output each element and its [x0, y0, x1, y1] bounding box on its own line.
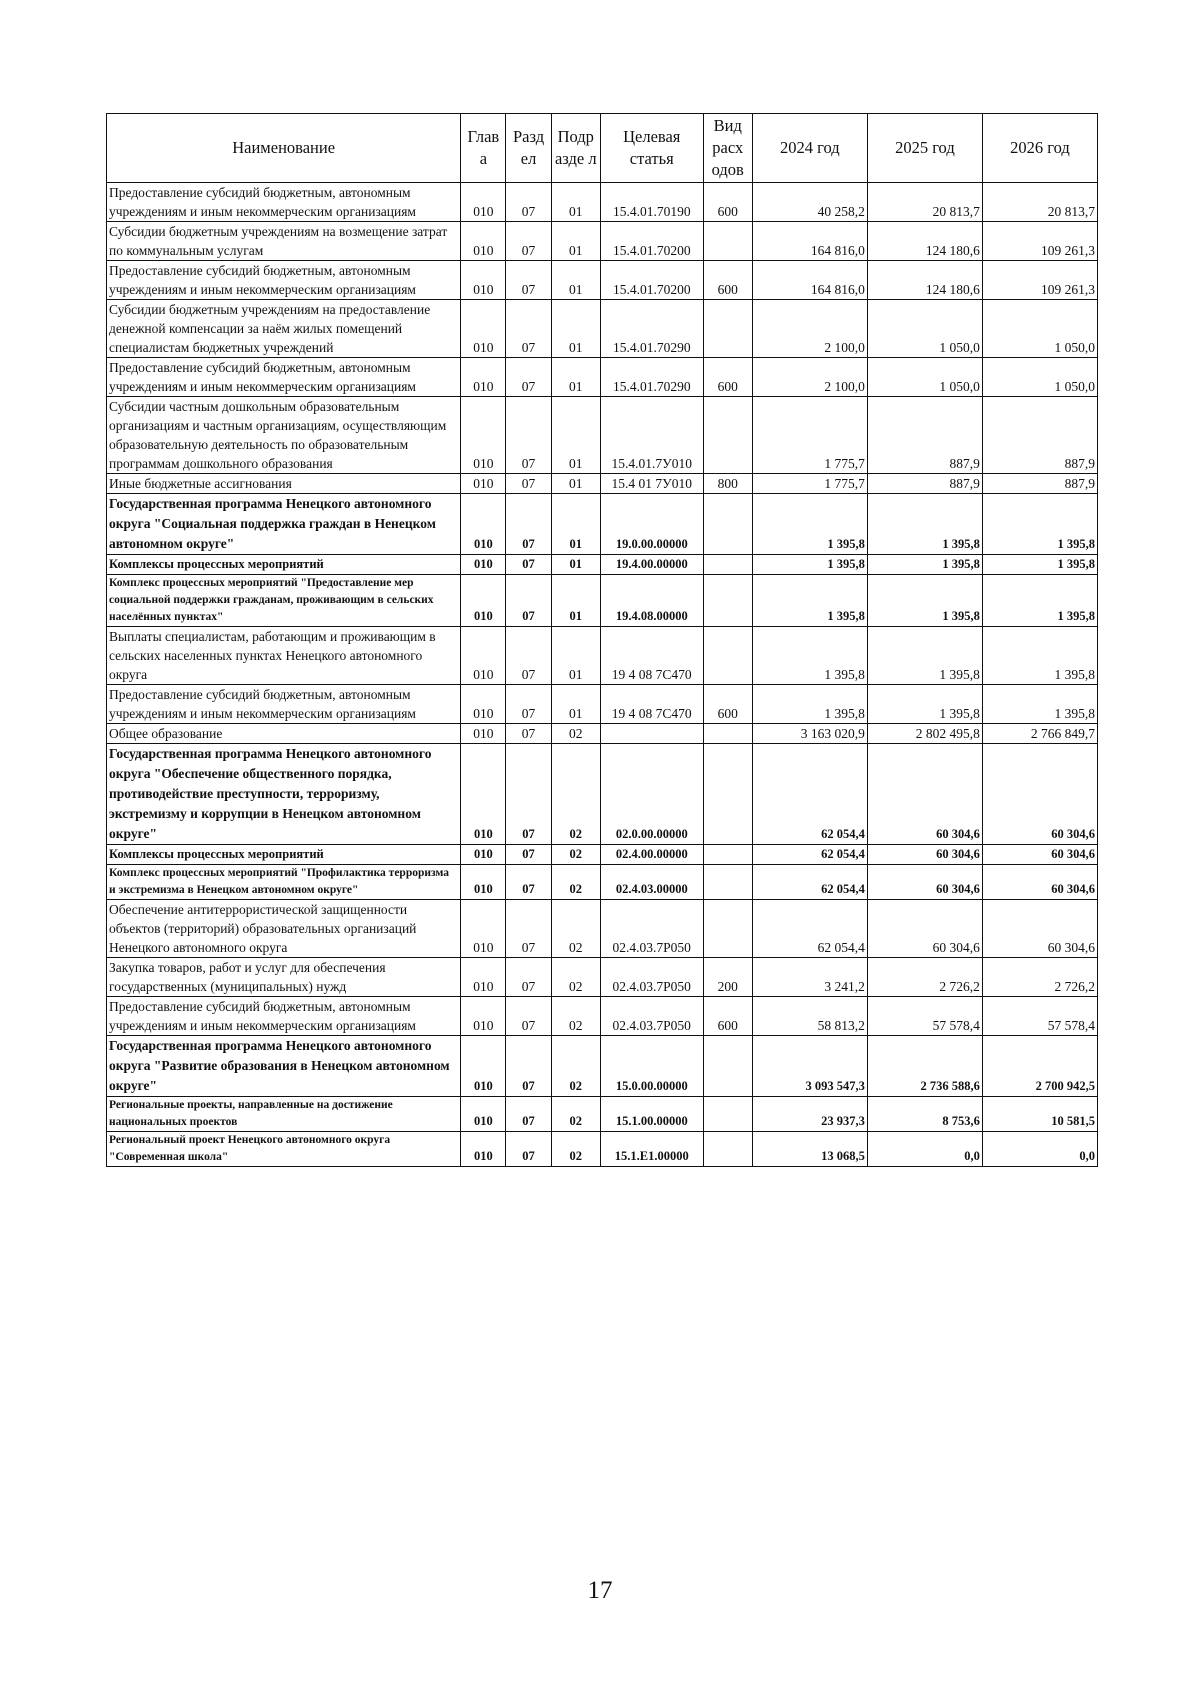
cell-2025: 1 395,8 — [867, 575, 982, 627]
cell-2026: 1 395,8 — [982, 627, 1097, 685]
cell-podrazdel: 01 — [551, 555, 600, 575]
cell-podrazdel: 02 — [551, 1132, 600, 1167]
cell-2026: 1 395,8 — [982, 494, 1097, 555]
cell-razdel: 07 — [506, 300, 551, 358]
cell-2025: 1 050,0 — [867, 358, 982, 397]
cell-vid — [703, 222, 752, 261]
cell-glava: 010 — [461, 261, 506, 300]
cell-name: Региональные проекты, направленные на достижение национальных проектов — [107, 1097, 461, 1132]
cell-2026: 60 304,6 — [982, 744, 1097, 845]
cell-2024: 3 163 020,9 — [752, 724, 867, 744]
cell-name: Комплексы процессных мероприятий — [107, 845, 461, 865]
cell-name: Предоставление субсидий бюджетным, автономным учреждениям и иным некоммерческим организациям — [107, 358, 461, 397]
table-row — [107, 1132, 1098, 1167]
cell-2026: 57 578,4 — [982, 997, 1097, 1036]
table-row — [107, 494, 1098, 555]
cell-podrazdel: 02 — [551, 997, 600, 1036]
cell-2026: 1 395,8 — [982, 685, 1097, 724]
table-row — [107, 555, 1098, 575]
cell-razdel: 07 — [506, 900, 551, 958]
cell-2025: 1 395,8 — [867, 685, 982, 724]
cell-name: Закупка товаров, работ и услуг для обеспечения государственных (муниципальных) нужд — [107, 958, 461, 997]
cell-razdel: 07 — [506, 1097, 551, 1132]
cell-podrazdel: 01 — [551, 575, 600, 627]
cell-2025: 124 180,6 — [867, 261, 982, 300]
table-body — [107, 183, 1098, 1167]
cell-2025: 124 180,6 — [867, 222, 982, 261]
cell-glava: 010 — [461, 744, 506, 845]
header-tsel: Целевая статья — [600, 114, 703, 183]
cell-podrazdel: 02 — [551, 744, 600, 845]
cell-glava: 010 — [461, 222, 506, 261]
budget-table — [106, 113, 1098, 1167]
cell-glava: 010 — [461, 555, 506, 575]
cell-vid — [703, 1097, 752, 1132]
cell-glava: 010 — [461, 900, 506, 958]
cell-2024: 40 258,2 — [752, 183, 867, 222]
cell-glava: 010 — [461, 1036, 506, 1097]
cell-2025: 57 578,4 — [867, 997, 982, 1036]
cell-2025: 60 304,6 — [867, 900, 982, 958]
cell-2024: 62 054,4 — [752, 865, 867, 900]
header-name: Наименование — [107, 114, 461, 183]
cell-2026: 1 395,8 — [982, 575, 1097, 627]
cell-tsel: 19.4.08.00000 — [600, 575, 703, 627]
cell-name: Выплаты специалистам, работающим и проживающим в сельских населенных пунктах Ненецкого автономного округа — [107, 627, 461, 685]
cell-tsel: 15.4.01.70190 — [600, 183, 703, 222]
cell-razdel: 07 — [506, 958, 551, 997]
cell-podrazdel: 02 — [551, 958, 600, 997]
cell-2026: 60 304,6 — [982, 845, 1097, 865]
cell-podrazdel: 01 — [551, 222, 600, 261]
cell-2024: 62 054,4 — [752, 744, 867, 845]
table-row — [107, 222, 1098, 261]
cell-glava: 010 — [461, 865, 506, 900]
cell-podrazdel: 02 — [551, 900, 600, 958]
cell-vid: 600 — [703, 183, 752, 222]
cell-podrazdel: 01 — [551, 627, 600, 685]
cell-razdel: 07 — [506, 494, 551, 555]
cell-2025: 60 304,6 — [867, 744, 982, 845]
cell-vid: 600 — [703, 358, 752, 397]
cell-2026: 60 304,6 — [982, 900, 1097, 958]
cell-2025: 1 395,8 — [867, 555, 982, 575]
cell-vid: 200 — [703, 958, 752, 997]
cell-2025: 60 304,6 — [867, 865, 982, 900]
table-row — [107, 261, 1098, 300]
header-vid: Вид расх одов — [703, 114, 752, 183]
cell-2026: 1 050,0 — [982, 300, 1097, 358]
table-row — [107, 845, 1098, 865]
cell-2024: 2 100,0 — [752, 358, 867, 397]
table-row — [107, 724, 1098, 744]
cell-2025: 2 726,2 — [867, 958, 982, 997]
cell-tsel: 15.4.01.70290 — [600, 300, 703, 358]
cell-razdel: 07 — [506, 575, 551, 627]
cell-2026: 0,0 — [982, 1132, 1097, 1167]
cell-glava: 010 — [461, 958, 506, 997]
cell-tsel: 15.1.00.00000 — [600, 1097, 703, 1132]
cell-2024: 62 054,4 — [752, 900, 867, 958]
cell-2024: 164 816,0 — [752, 261, 867, 300]
cell-2025: 2 802 495,8 — [867, 724, 982, 744]
cell-vid: 600 — [703, 261, 752, 300]
cell-name: Комплекс процессных мероприятий "Предоставление мер социальной поддержки гражданам, проживающим в сельских населённых пунктах" — [107, 575, 461, 627]
cell-name: Общее образование — [107, 724, 461, 744]
cell-podrazdel: 02 — [551, 1097, 600, 1132]
cell-name: Комплексы процессных мероприятий — [107, 555, 461, 575]
cell-tsel: 02.4.03.00000 — [600, 865, 703, 900]
cell-name: Обеспечение антитеррористической защищенности объектов (территорий) образовательных организаций Ненецкого автономного округа — [107, 900, 461, 958]
cell-name: Предоставление субсидий бюджетным, автономным учреждениям и иным некоммерческим организациям — [107, 997, 461, 1036]
cell-name: Государственная программа Ненецкого автономного округа "Социальная поддержка граждан в Ненецком автономном округе" — [107, 494, 461, 555]
cell-podrazdel: 02 — [551, 865, 600, 900]
cell-razdel: 07 — [506, 358, 551, 397]
cell-vid — [703, 397, 752, 474]
cell-glava: 010 — [461, 397, 506, 474]
cell-vid: 600 — [703, 997, 752, 1036]
cell-podrazdel: 01 — [551, 358, 600, 397]
cell-2026: 20 813,7 — [982, 183, 1097, 222]
cell-2026: 887,9 — [982, 397, 1097, 474]
cell-vid — [703, 845, 752, 865]
cell-2026: 2 700 942,5 — [982, 1036, 1097, 1097]
cell-2024: 164 816,0 — [752, 222, 867, 261]
cell-razdel: 07 — [506, 627, 551, 685]
cell-2025: 1 395,8 — [867, 627, 982, 685]
table-row — [107, 685, 1098, 724]
cell-glava: 010 — [461, 494, 506, 555]
cell-vid — [703, 555, 752, 575]
header-2025: 2025 год — [867, 114, 982, 183]
cell-2024: 1 395,8 — [752, 575, 867, 627]
cell-razdel: 07 — [506, 1036, 551, 1097]
cell-2025: 1 050,0 — [867, 300, 982, 358]
table-row — [107, 575, 1098, 627]
cell-2025: 2 736 588,6 — [867, 1036, 982, 1097]
cell-razdel: 07 — [506, 397, 551, 474]
table-row — [107, 900, 1098, 958]
table-row — [107, 300, 1098, 358]
cell-2024: 3 241,2 — [752, 958, 867, 997]
table-row — [107, 358, 1098, 397]
table-row — [107, 958, 1098, 997]
cell-2024: 1 395,8 — [752, 494, 867, 555]
cell-tsel: 15.4.01.70290 — [600, 358, 703, 397]
cell-2026: 109 261,3 — [982, 261, 1097, 300]
cell-2026: 1 395,8 — [982, 555, 1097, 575]
cell-2026: 2 766 849,7 — [982, 724, 1097, 744]
cell-tsel: 15.4 01 7У010 — [600, 474, 703, 494]
cell-vid — [703, 865, 752, 900]
cell-vid: 800 — [703, 474, 752, 494]
header-razdel: Разд ел — [506, 114, 551, 183]
cell-tsel: 19.0.00.00000 — [600, 494, 703, 555]
cell-2024: 1 775,7 — [752, 397, 867, 474]
header-glava: Глав а — [461, 114, 506, 183]
cell-glava: 010 — [461, 724, 506, 744]
cell-podrazdel: 01 — [551, 494, 600, 555]
cell-razdel: 07 — [506, 744, 551, 845]
cell-glava: 010 — [461, 575, 506, 627]
cell-name: Комплекс процессных мероприятий "Профилактика терроризма и экстремизма в Ненецком автономном округе" — [107, 865, 461, 900]
page-number: 17 — [587, 1577, 613, 1604]
cell-2024: 1 775,7 — [752, 474, 867, 494]
cell-podrazdel: 01 — [551, 261, 600, 300]
cell-vid — [703, 575, 752, 627]
cell-glava: 010 — [461, 845, 506, 865]
cell-2025: 20 813,7 — [867, 183, 982, 222]
cell-glava: 010 — [461, 997, 506, 1036]
cell-glava: 010 — [461, 300, 506, 358]
cell-tsel: 02.4.00.00000 — [600, 845, 703, 865]
cell-podrazdel: 02 — [551, 724, 600, 744]
cell-vid: 600 — [703, 685, 752, 724]
cell-2025: 1 395,8 — [867, 494, 982, 555]
cell-name: Предоставление субсидий бюджетным, автономным учреждениям и иным некоммерческим организациям — [107, 685, 461, 724]
table-row — [107, 183, 1098, 222]
cell-name: Государственная программа Ненецкого автономного округа "Обеспечение общественного порядка, противодействие преступности, терроризму, экстремизму и коррупции в Ненецком автономном округе" — [107, 744, 461, 845]
cell-vid — [703, 1132, 752, 1167]
cell-razdel: 07 — [506, 555, 551, 575]
cell-tsel: 15.0.00.00000 — [600, 1036, 703, 1097]
cell-2026: 60 304,6 — [982, 865, 1097, 900]
table-row — [107, 1097, 1098, 1132]
cell-glava: 010 — [461, 1097, 506, 1132]
cell-tsel: 15.4.01.70200 — [600, 261, 703, 300]
cell-2024: 58 813,2 — [752, 997, 867, 1036]
cell-glava: 010 — [461, 474, 506, 494]
cell-tsel: 19 4 08 7С470 — [600, 685, 703, 724]
header-2024: 2024 год — [752, 114, 867, 183]
cell-glava: 010 — [461, 183, 506, 222]
cell-podrazdel: 02 — [551, 1036, 600, 1097]
cell-2024: 23 937,3 — [752, 1097, 867, 1132]
cell-name: Региональный проект Ненецкого автономного округа "Современная школа" — [107, 1132, 461, 1167]
cell-2024: 13 068,5 — [752, 1132, 867, 1167]
cell-tsel: 15.4.01.7У010 — [600, 397, 703, 474]
cell-tsel: 02.4.03.7Р050 — [600, 900, 703, 958]
cell-2026: 109 261,3 — [982, 222, 1097, 261]
cell-tsel: 02.0.00.00000 — [600, 744, 703, 845]
cell-vid — [703, 300, 752, 358]
cell-glava: 010 — [461, 358, 506, 397]
cell-podrazdel: 01 — [551, 300, 600, 358]
cell-2025: 8 753,6 — [867, 1097, 982, 1132]
cell-glava: 010 — [461, 627, 506, 685]
cell-podrazdel: 01 — [551, 685, 600, 724]
cell-razdel: 07 — [506, 724, 551, 744]
cell-2024: 1 395,8 — [752, 627, 867, 685]
cell-razdel: 07 — [506, 222, 551, 261]
table-header-row — [107, 114, 1098, 183]
cell-tsel: 15.4.01.70200 — [600, 222, 703, 261]
cell-name: Иные бюджетные ассигнования — [107, 474, 461, 494]
cell-razdel: 07 — [506, 261, 551, 300]
cell-2024: 1 395,8 — [752, 685, 867, 724]
cell-2025: 887,9 — [867, 397, 982, 474]
cell-tsel: 19 4 08 7С470 — [600, 627, 703, 685]
cell-vid — [703, 1036, 752, 1097]
cell-2024: 1 395,8 — [752, 555, 867, 575]
cell-2024: 62 054,4 — [752, 845, 867, 865]
table-row — [107, 744, 1098, 845]
cell-razdel: 07 — [506, 1132, 551, 1167]
header-podrazdel: Подр азде л — [551, 114, 600, 183]
cell-2026: 2 726,2 — [982, 958, 1097, 997]
cell-tsel — [600, 724, 703, 744]
table-row — [107, 1036, 1098, 1097]
cell-2025: 887,9 — [867, 474, 982, 494]
cell-tsel: 19.4.00.00000 — [600, 555, 703, 575]
cell-glava: 010 — [461, 1132, 506, 1167]
cell-2024: 2 100,0 — [752, 300, 867, 358]
cell-razdel: 07 — [506, 997, 551, 1036]
cell-vid — [703, 724, 752, 744]
cell-name: Субсидии бюджетным учреждениям на предоставление денежной компенсации за наём жилых помещений специалистам бюджетных учреждений — [107, 300, 461, 358]
cell-razdel: 07 — [506, 685, 551, 724]
cell-2025: 60 304,6 — [867, 845, 982, 865]
cell-2026: 10 581,5 — [982, 1097, 1097, 1132]
table-row — [107, 627, 1098, 685]
cell-podrazdel: 01 — [551, 397, 600, 474]
cell-razdel: 07 — [506, 183, 551, 222]
cell-name: Субсидии бюджетным учреждениям на возмещение затрат по коммунальным услугам — [107, 222, 461, 261]
cell-name: Предоставление субсидий бюджетным, автономным учреждениям и иным некоммерческим организациям — [107, 261, 461, 300]
cell-2024: 3 093 547,3 — [752, 1036, 867, 1097]
cell-glava: 010 — [461, 685, 506, 724]
cell-name: Субсидии частным дошкольным образовательным организациям и частным организациям, осуществляющим образовательную деятельность по образовательным программам дошкольного образования — [107, 397, 461, 474]
cell-vid — [703, 627, 752, 685]
cell-2026: 1 050,0 — [982, 358, 1097, 397]
cell-name: Предоставление субсидий бюджетным, автономным учреждениям и иным некоммерческим организациям — [107, 183, 461, 222]
header-2026: 2026 год — [982, 114, 1097, 183]
cell-razdel: 07 — [506, 474, 551, 494]
cell-2025: 0,0 — [867, 1132, 982, 1167]
cell-tsel: 02.4.03.7Р050 — [600, 958, 703, 997]
cell-razdel: 07 — [506, 845, 551, 865]
cell-tsel: 15.1.Е1.00000 — [600, 1132, 703, 1167]
table-row — [107, 397, 1098, 474]
table-row — [107, 865, 1098, 900]
table-row — [107, 997, 1098, 1036]
table-row — [107, 474, 1098, 494]
cell-vid — [703, 494, 752, 555]
cell-vid — [703, 744, 752, 845]
cell-tsel: 02.4.03.7Р050 — [600, 997, 703, 1036]
cell-2026: 887,9 — [982, 474, 1097, 494]
cell-razdel: 07 — [506, 865, 551, 900]
cell-podrazdel: 01 — [551, 183, 600, 222]
cell-vid — [703, 900, 752, 958]
cell-podrazdel: 01 — [551, 474, 600, 494]
cell-podrazdel: 02 — [551, 845, 600, 865]
cell-name: Государственная программа Ненецкого автономного округа "Развитие образования в Ненецком автономном округе" — [107, 1036, 461, 1097]
